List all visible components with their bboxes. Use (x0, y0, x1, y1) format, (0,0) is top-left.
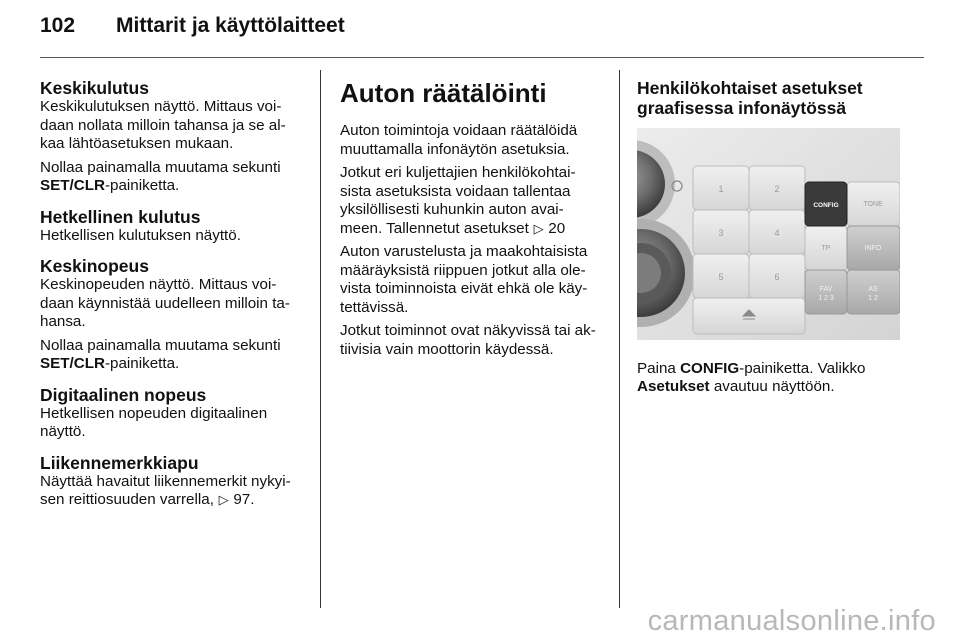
header-rule (40, 57, 924, 58)
fav-key-label: FAV 1 2 3 (818, 286, 834, 302)
page-reference-icon: ▷ (218, 492, 229, 507)
paragraph: Jotkut eri kuljettajien henkilökohtai- sista asetuksista voidaan tallentaa yksilöllisesti kuhunkin auton avai- meen. Tallennetut asetukset ▷ 20 (340, 164, 576, 237)
paragraph: Hetkellisen nopeuden digitaalinen näyttö. (40, 404, 268, 440)
paragraph: Keskinopeuden näyttö. Mittaus voi- daan käynnistää uudelleen milloin ta- hansa. (40, 276, 290, 330)
paragraph: Hetkellisen kulutuksen näyttö. (40, 226, 241, 244)
control-panel-photo (637, 128, 900, 340)
paragraph: Näyttää havaitut liikennemerkit nykyi- sen reittiosuuden varrella, ▷ 97. (40, 472, 291, 508)
section (40, 256, 306, 374)
preset-key-label: 3 (718, 228, 724, 238)
paragraph: Nollaa painamalla muutama sekunti SET/CLR-painiketta. (40, 336, 281, 372)
column-divider-2 (619, 70, 620, 608)
as-key-label: AS 1 2 (868, 286, 878, 302)
section-heading: Digitaalinen nopeus (40, 384, 207, 405)
section-body (340, 122, 606, 359)
paragraph: Jotkut toiminnot ovat näkyvissä tai ak- tiivisia vain moottorin käydessä. (340, 322, 596, 358)
section-heading: Hetkellinen kulutus (40, 206, 201, 227)
section-heading: Keskinopeus (40, 256, 149, 276)
paragraph: Nollaa painamalla muutama sekunti SET/CLR-painiketta. (40, 158, 281, 194)
preset-key-label: 1 (718, 184, 724, 194)
right-column (637, 78, 913, 402)
middle-column (340, 78, 606, 364)
tp-key-label: TP (821, 245, 831, 252)
paragraph: Auton varustelusta ja maakohtaisista määräyksistä riippuen jotkut alla ole- vista toiminnoista eivät ehkä ole käy- tettävissä. (340, 243, 588, 316)
section-heading: Liikennemerkkiapu (40, 452, 199, 473)
info-key-label: INFO (864, 245, 882, 252)
paragraph: Keskikulutuksen näyttö. Mittaus voi- daan nollata milloin tahansa ja se al- kaa lähtöasetuksen mukaan. (40, 98, 286, 152)
tone-key-label: TONE (863, 201, 883, 208)
paragraph: Auton toimintoja voidaan räätälöidä muuttamalla infonäytön asetuksia. (340, 122, 578, 158)
section-heading: Keskikulutus (40, 78, 149, 98)
section-title: Auton räätälöinti (340, 78, 547, 108)
config-key-label: CONFIG (813, 202, 839, 209)
paragraph: Paina CONFIG-painiketta. Valikko Asetukset avautuu näyttöön. (637, 359, 866, 395)
page-number: 102 (40, 14, 76, 37)
chapter-title: Mittarit ja käyttölaitteet (116, 14, 345, 37)
column-divider-1 (320, 70, 321, 608)
button-name: CONFIG (680, 359, 740, 377)
section-body (637, 360, 913, 397)
left-column (40, 78, 306, 521)
page-header (40, 14, 345, 48)
section (40, 453, 306, 510)
preset-key-label: 4 (774, 228, 780, 238)
preset-key-label: 5 (718, 272, 724, 282)
page-reference-icon: ▷ (533, 220, 544, 236)
button-name: SET/CLR (40, 355, 105, 372)
section (40, 78, 306, 196)
section (40, 385, 306, 442)
subsection-heading: Henkilökohtaiset asetukset graafisessa infonäytössä (637, 78, 863, 118)
preset-key-label: 6 (774, 272, 780, 282)
button-name: Asetukset (637, 378, 710, 395)
watermark: carmanualsonline.info (647, 605, 936, 637)
preset-key-label: 2 (774, 184, 780, 194)
section (40, 207, 306, 246)
button-name: SET/CLR (40, 177, 105, 194)
